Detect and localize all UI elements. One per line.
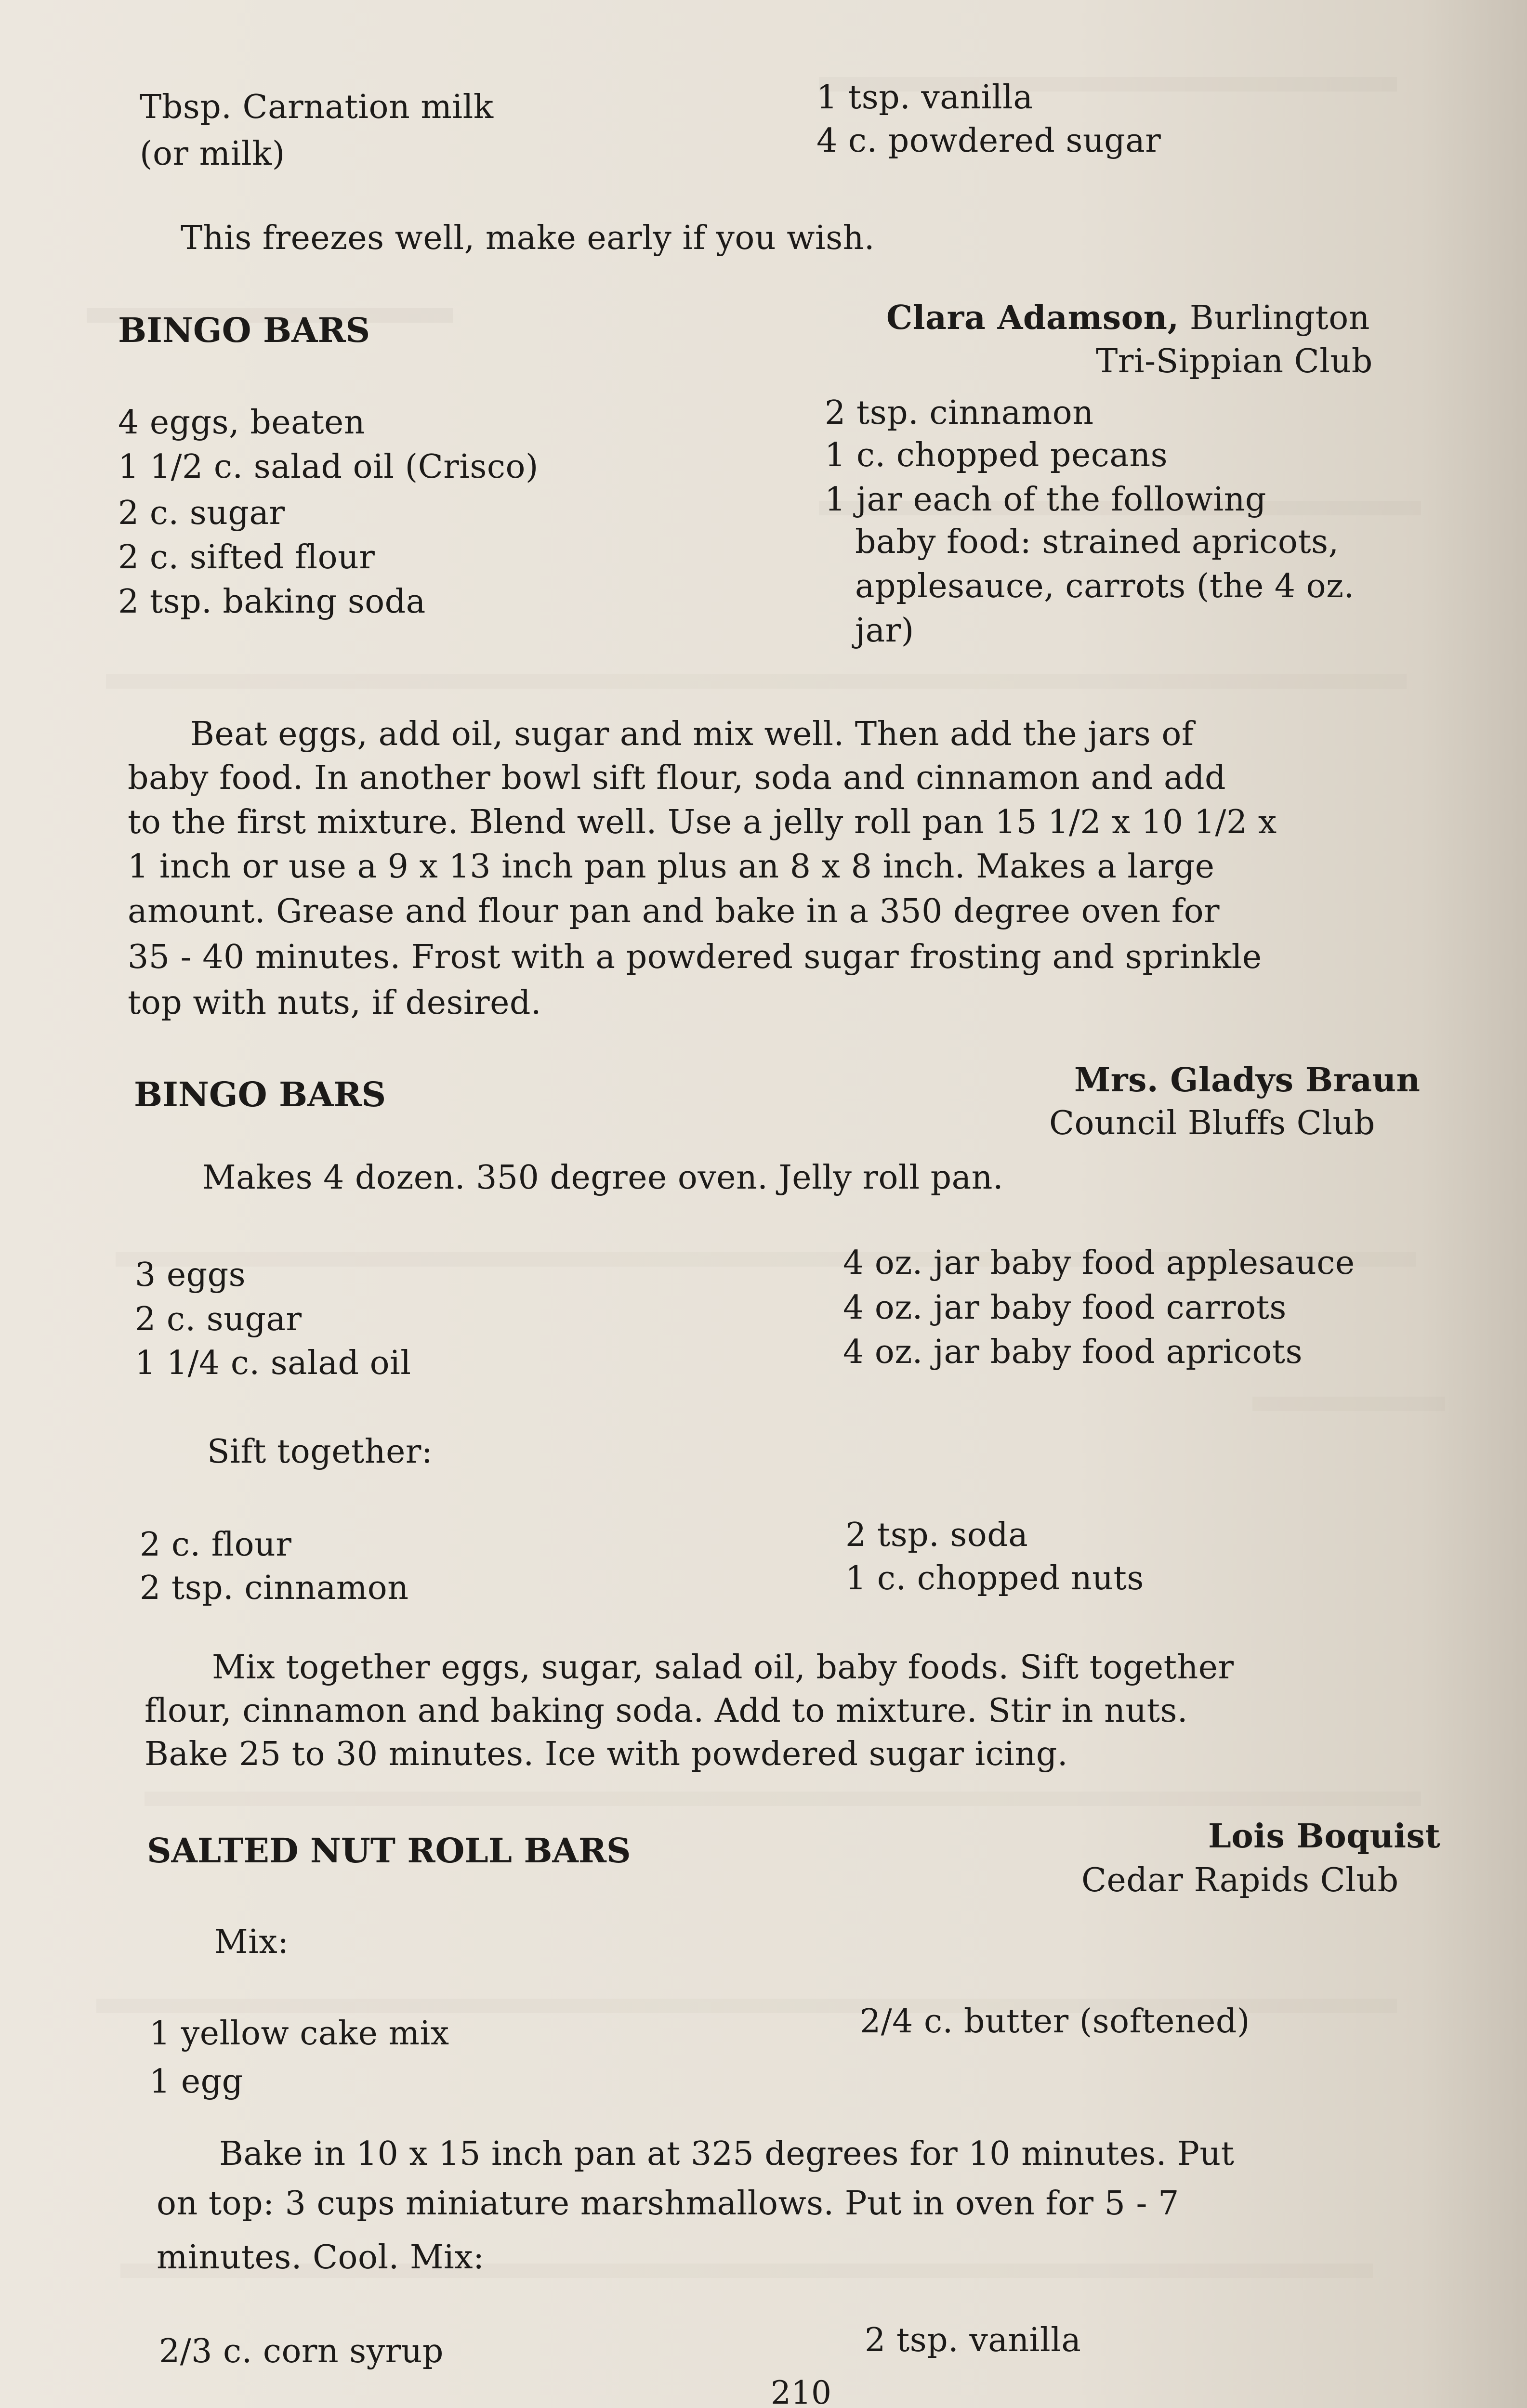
ingredient-line: 4 eggs, beaten — [118, 404, 365, 442]
ingredient-line: 2 tsp. cinnamon — [825, 394, 1094, 432]
direction-line: baby food. In another bowl sift flour, soda and cinnamon and add — [128, 759, 1226, 797]
recipe-credit — [886, 295, 1370, 341]
top-right-line-1: 1 tsp. vanilla — [816, 79, 1033, 117]
ingredient-line: 1 jar each of the following — [825, 481, 1266, 519]
ingredient-line: 1 c. chopped nuts — [845, 1559, 1144, 1597]
direction-line: Bake 25 to 30 minutes. Ice with powdered sugar icing. — [145, 1735, 1068, 1773]
recipe-makes: Makes 4 dozen. 350 degree oven. Jelly roll pan. — [202, 1159, 1004, 1197]
mix-label: Mix: — [214, 1923, 289, 1961]
ingredient-line: 1 yellow cake mix — [149, 2015, 449, 2053]
direction-line: on top: 3 cups miniature marshmallows. Put in oven for 5 - 7 — [157, 2185, 1179, 2223]
ingredient-line: 2 c. sugar — [118, 494, 285, 532]
recipe-title: BINGO BARS — [118, 310, 370, 350]
recipe-credit: Mrs. Gladys Braun — [1074, 1061, 1421, 1099]
ingredient-line: 2 tsp. baking soda — [118, 583, 426, 621]
top-right-line-2: 4 c. powdered sugar — [816, 122, 1161, 160]
ingredient-line: 2 tsp. cinnamon — [140, 1569, 409, 1607]
ingredient-line: 1 1/2 c. salad oil (Crisco) — [118, 448, 539, 486]
ingredient-line: baby food: strained apricots, — [855, 523, 1339, 561]
ingredient-line: 2 tsp. vanilla — [865, 2321, 1081, 2359]
freeze-note: This freezes well, make early if you wish. — [181, 219, 875, 257]
ingredient-line: 2/4 c. butter (softened) — [860, 2002, 1250, 2041]
recipe-credit: Lois Boquist — [1208, 1817, 1441, 1856]
ingredient-line: 4 oz. jar baby food apricots — [843, 1333, 1303, 1371]
page-number: 210 — [771, 2374, 831, 2408]
direction-line: 35 - 40 minutes. Frost with a powdered sugar frosting and sprinkle — [128, 938, 1262, 976]
recipe-club: Cedar Rapids Club — [1081, 1861, 1399, 1899]
direction-line: to the first mixture. Blend well. Use a jelly roll pan 15 1/2 x 10 1/2 x — [128, 803, 1277, 841]
ingredient-line: 2 c. flour — [140, 1526, 292, 1564]
ingredient-line: jar) — [855, 612, 914, 650]
direction-line: flour, cinnamon and baking soda. Add to mixture. Stir in nuts. — [145, 1692, 1188, 1730]
direction-line: 1 inch or use a 9 x 13 inch pan plus an 8 x 8 inch. Makes a large — [128, 848, 1215, 886]
recipe-club: Council Bluffs Club — [1049, 1104, 1375, 1142]
ingredient-line: 2/3 c. corn syrup — [159, 2332, 444, 2370]
direction-line: Mix together eggs, sugar, salad oil, baby foods. Sift together — [212, 1649, 1234, 1687]
ingredient-line: 3 eggs — [135, 1256, 246, 1294]
direction-line: minutes. Cool. Mix: — [157, 2238, 485, 2277]
sift-label: Sift together: — [207, 1433, 433, 1471]
ingredient-line: applesauce, carrots (the 4 oz. — [855, 567, 1355, 605]
ingredient-line: 4 oz. jar baby food carrots — [843, 1289, 1287, 1327]
recipe-title: SALTED NUT ROLL BARS — [147, 1831, 631, 1871]
credit-name: Clara Adamson, — [886, 299, 1179, 337]
ingredient-line: 2 tsp. soda — [845, 1516, 1028, 1554]
ingredient-line: 2 c. sifted flour — [118, 538, 375, 576]
top-left-line-2: (or milk) — [140, 135, 285, 173]
ingredient-line: 2 c. sugar — [135, 1300, 302, 1338]
top-left-line-1: Tbsp. Carnation milk — [140, 88, 494, 126]
direction-line: top with nuts, if desired. — [128, 984, 541, 1022]
credit-place: Burlington — [1189, 299, 1370, 337]
direction-line: Beat eggs, add oil, sugar and mix well. Then add the jars of — [190, 715, 1194, 753]
recipe-club: Tri-Sippian Club — [1096, 342, 1373, 380]
ingredient-line: 1 egg — [149, 2063, 243, 2101]
ingredient-line: 1 1/4 c. salad oil — [135, 1344, 411, 1382]
recipe-title: BINGO BARS — [134, 1074, 386, 1114]
ingredient-line: 4 oz. jar baby food applesauce — [843, 1244, 1355, 1282]
direction-line: Bake in 10 x 15 inch pan at 325 degrees for 10 minutes. Put — [219, 2135, 1235, 2173]
direction-line: amount. Grease and flour pan and bake in a 350 degree oven for — [128, 892, 1220, 930]
ingredient-line: 1 c. chopped pecans — [825, 436, 1168, 474]
